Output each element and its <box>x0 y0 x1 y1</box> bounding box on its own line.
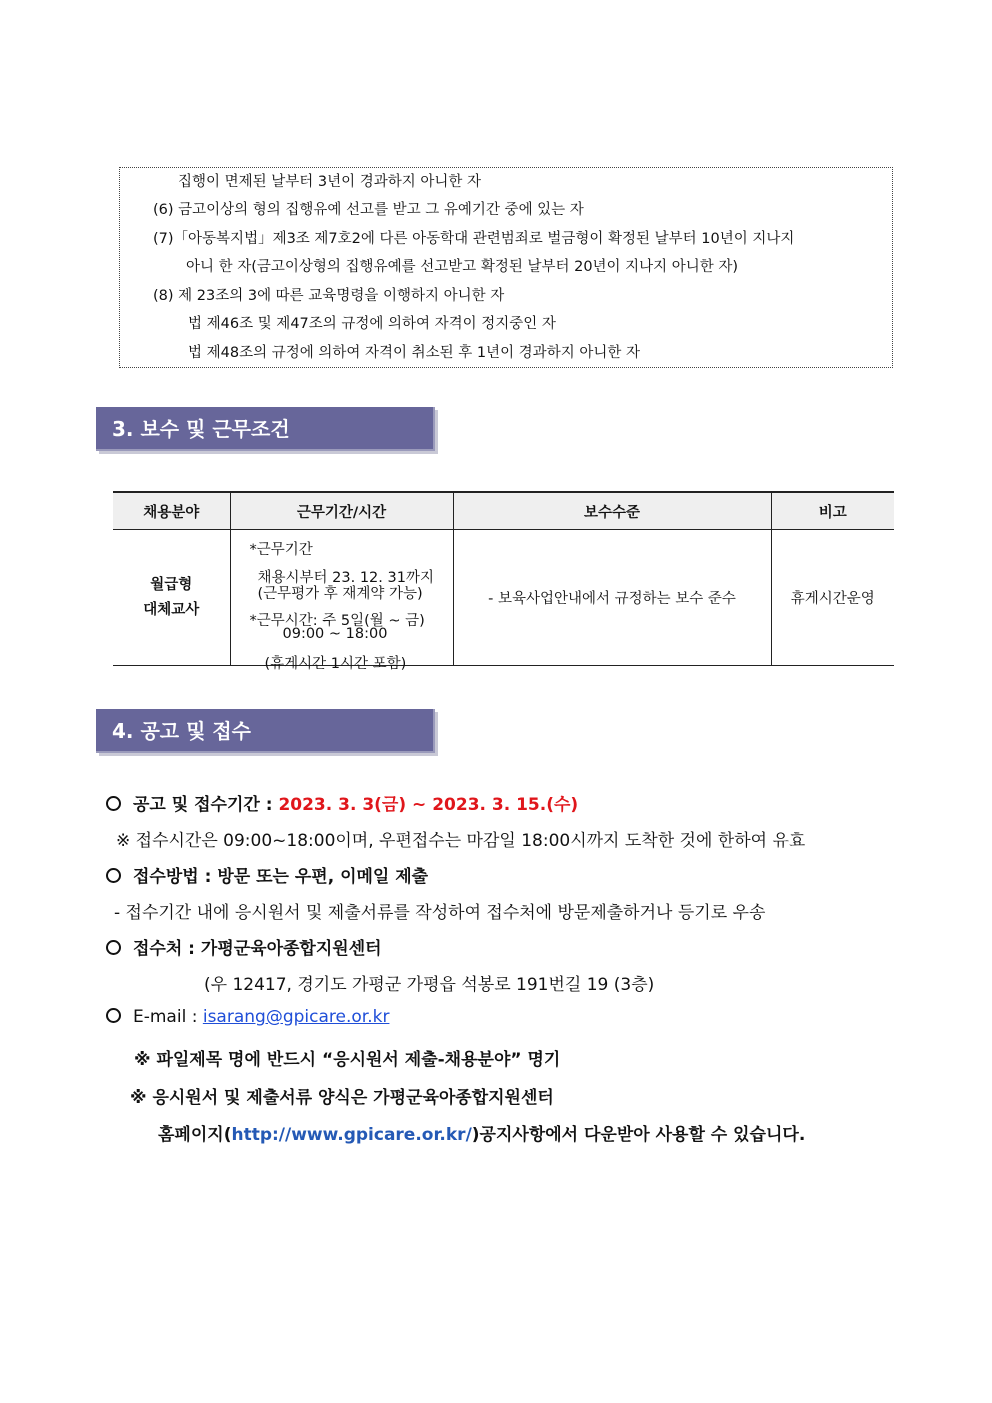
method-text: 접수방법 : 방문 또는 우편, 이메일 제출 <box>133 867 429 887</box>
place-row <box>106 934 382 959</box>
header-period: 근무기간/시간 <box>230 492 453 530</box>
email-label: E-mail : <box>133 1007 198 1027</box>
category-line-1: 월급형 <box>150 576 193 593</box>
header-note: 비고 <box>771 492 894 530</box>
box-line-6: 법 제46조 및 제47조의 규정에 의하여 자격이 정지중인 자 <box>188 316 556 332</box>
homepage-link[interactable]: http://www.gpicare.or.kr/ <box>231 1125 472 1145</box>
circle-bullet-icon <box>106 940 121 955</box>
homepage-row <box>158 1120 805 1145</box>
period-label: *근무기간 <box>249 542 313 558</box>
file-note: ※ 파일제목 명에 반드시 “응시원서 제출-채용분야” 명기 <box>134 1050 561 1070</box>
box-line-3: (7)「아동복지법」제3조 제7호2에 다른 아동학대 관련범죄로 벌금형이 확정된 날부터 10년이 지나지 <box>153 231 795 247</box>
note-cell: 휴게시간운영 <box>771 530 894 666</box>
category-cell <box>113 530 230 666</box>
disqualification-box <box>119 167 893 368</box>
box-line-7: 법 제48조의 규정에 의하여 자격이 취소된 후 1년이 경과하지 아니한 자 <box>188 345 640 361</box>
break-note: (휴게시간 1시간 포함) <box>264 656 407 672</box>
box-line-4: 아니 한 자(금고이상형의 집행유예를 선고받고 확정된 날부터 20년이 지나지 아니한 자) <box>186 259 739 275</box>
email-row <box>106 1007 389 1027</box>
period-value: 2023. 3. 3(금) ~ 2023. 3. 15.(수) <box>278 795 579 815</box>
period-range: 채용시부터 23. 12. 31까지 <box>257 570 434 586</box>
circle-bullet-icon <box>106 796 121 811</box>
period-cell <box>230 530 453 672</box>
form-note: ※ 응시원서 및 제출서류 양식은 가평군육아종합지원센터 <box>130 1088 554 1108</box>
period-row <box>106 790 578 815</box>
time-note: ※ 접수시간은 09:00~18:00이며, 우편접수는 마감일 18:00시까지 도착한 것에 한하여 유효 <box>116 831 806 851</box>
hours-range: 09:00 ~ 18:00 <box>282 626 388 642</box>
section-3-header: 3. 보수 및 근무조건 <box>96 407 435 451</box>
method-row <box>106 862 428 887</box>
email-link[interactable]: isarang@gpicare.or.kr <box>202 1007 390 1027</box>
category-line-2: 대체교사 <box>143 601 200 618</box>
period-renewal: (근무평가 후 재계약 가능) <box>257 586 423 602</box>
header-field: 채용분야 <box>113 492 230 530</box>
hours-label: *근무시간: 주 5일(월 ~ 금) <box>249 613 425 629</box>
box-line-1: 집행이 면제된 날부터 3년이 경과하지 아니한 자 <box>178 174 482 190</box>
circle-bullet-icon <box>106 868 121 883</box>
period-label: 공고 및 접수기간 : <box>133 795 273 815</box>
circle-bullet-icon <box>106 1008 121 1023</box>
conditions-table <box>113 491 894 672</box>
method-note: - 접수기간 내에 응시원서 및 제출서류를 작성하여 접수처에 방문제출하거나 등기로 우송 <box>114 903 766 923</box>
header-pay: 보수수준 <box>453 492 771 530</box>
pay-cell: - 보육사업안내에서 규정하는 보수 준수 <box>453 530 771 666</box>
homepage-suffix: )공지사항에서 다운받아 사용할 수 있습니다. <box>471 1125 806 1145</box>
box-line-2: (6) 금고이상의 형의 집행유예 선고를 받고 그 유예기간 중에 있는 자 <box>153 202 584 218</box>
box-line-5: (8) 제 23조의 3에 따른 교육명령을 이행하지 아니한 자 <box>153 288 505 304</box>
address-text: (우 12417, 경기도 가평군 가평읍 석봉로 191번길 19 (3층) <box>204 975 655 995</box>
homepage-prefix: 홈페이지( <box>158 1125 232 1145</box>
section-4-header: 4. 공고 및 접수 <box>96 709 435 753</box>
place-text: 접수처 : 가평군육아종합지원센터 <box>133 939 382 959</box>
